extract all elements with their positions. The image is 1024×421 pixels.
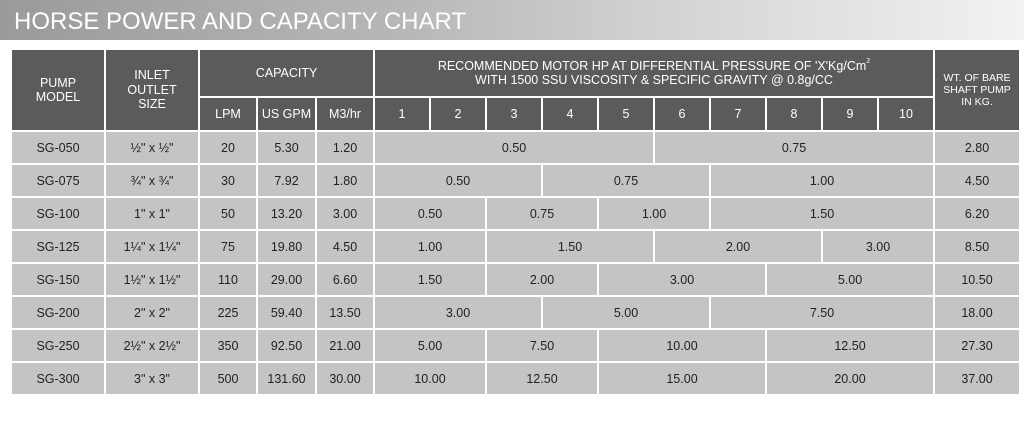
cell-motor-hp: 0.75 bbox=[655, 132, 933, 163]
cell-weight: 8.50 bbox=[935, 231, 1019, 262]
cell-lpm: 110 bbox=[200, 264, 256, 295]
cell-inlet-size: 3" x 3" bbox=[106, 363, 198, 394]
cell-m3hr: 21.00 bbox=[317, 330, 373, 361]
header-inlet-size: INLET OUTLET SIZE bbox=[106, 50, 198, 130]
cell-weight: 6.20 bbox=[935, 198, 1019, 229]
cell-motor-hp: 2.00 bbox=[487, 264, 597, 295]
cell-lpm: 75 bbox=[200, 231, 256, 262]
header-pressure: 4 bbox=[543, 98, 597, 130]
cell-m3hr: 13.50 bbox=[317, 297, 373, 328]
cell-inlet-size: 1½" x 1½" bbox=[106, 264, 198, 295]
cell-pump-model: SG-150 bbox=[12, 264, 104, 295]
cell-pump-model: SG-075 bbox=[12, 165, 104, 196]
cell-motor-hp: 0.50 bbox=[375, 165, 541, 196]
cell-motor-hp: 1.50 bbox=[375, 264, 485, 295]
cell-lpm: 20 bbox=[200, 132, 256, 163]
header-capacity: CAPACITY bbox=[200, 50, 373, 96]
cell-motor-hp: 5.00 bbox=[543, 297, 709, 328]
header-us-gpm: US GPM bbox=[258, 98, 315, 130]
cell-m3hr: 3.00 bbox=[317, 198, 373, 229]
cell-weight: 37.00 bbox=[935, 363, 1019, 394]
cell-motor-hp: 1.50 bbox=[487, 231, 653, 262]
cell-inlet-size: 2" x 2" bbox=[106, 297, 198, 328]
cell-pump-model: SG-050 bbox=[12, 132, 104, 163]
cell-inlet-size: 2½" x 2½" bbox=[106, 330, 198, 361]
cell-motor-hp: 3.00 bbox=[375, 297, 541, 328]
cell-motor-hp: 0.50 bbox=[375, 198, 485, 229]
cell-us-gpm: 7.92 bbox=[258, 165, 315, 196]
header-pressure: 9 bbox=[823, 98, 877, 130]
header-pressure: 5 bbox=[599, 98, 653, 130]
cell-us-gpm: 13.20 bbox=[258, 198, 315, 229]
cell-weight: 2.80 bbox=[935, 132, 1019, 163]
cell-m3hr: 1.20 bbox=[317, 132, 373, 163]
cell-weight: 27.30 bbox=[935, 330, 1019, 361]
cell-m3hr: 6.60 bbox=[317, 264, 373, 295]
cell-inlet-size: 1" x 1" bbox=[106, 198, 198, 229]
cell-motor-hp: 3.00 bbox=[599, 264, 765, 295]
cell-us-gpm: 19.80 bbox=[258, 231, 315, 262]
header-pressure: 6 bbox=[655, 98, 709, 130]
table-row bbox=[12, 297, 1019, 328]
cell-motor-hp: 5.00 bbox=[767, 264, 933, 295]
header-pressure: 2 bbox=[431, 98, 485, 130]
header-weight: WT. OF BARE SHAFT PUMP IN KG. bbox=[935, 50, 1019, 130]
cell-motor-hp: 0.75 bbox=[487, 198, 597, 229]
capacity-table bbox=[10, 48, 1021, 396]
page-title: HORSE POWER AND CAPACITY CHART bbox=[14, 8, 467, 35]
cell-motor-hp: 1.00 bbox=[375, 231, 485, 262]
cell-motor-hp: 12.50 bbox=[487, 363, 597, 394]
header-lpm: LPM bbox=[200, 98, 256, 130]
cell-lpm: 225 bbox=[200, 297, 256, 328]
header-pressure: 8 bbox=[767, 98, 821, 130]
cell-m3hr: 1.80 bbox=[317, 165, 373, 196]
header-pressure: 3 bbox=[487, 98, 541, 130]
cell-motor-hp: 1.50 bbox=[711, 198, 933, 229]
cell-us-gpm: 5.30 bbox=[258, 132, 315, 163]
table-row bbox=[12, 165, 1019, 196]
cell-weight: 10.50 bbox=[935, 264, 1019, 295]
cell-us-gpm: 29.00 bbox=[258, 264, 315, 295]
header-pressure: 7 bbox=[711, 98, 765, 130]
cell-weight: 18.00 bbox=[935, 297, 1019, 328]
cell-lpm: 50 bbox=[200, 198, 256, 229]
cell-weight: 4.50 bbox=[935, 165, 1019, 196]
cell-motor-hp: 0.75 bbox=[543, 165, 709, 196]
cell-m3hr: 4.50 bbox=[317, 231, 373, 262]
cell-pump-model: SG-100 bbox=[12, 198, 104, 229]
cell-motor-hp: 10.00 bbox=[375, 363, 485, 394]
cell-motor-hp: 10.00 bbox=[599, 330, 765, 361]
table-row bbox=[12, 330, 1019, 361]
cell-motor-hp: 15.00 bbox=[599, 363, 765, 394]
cell-lpm: 350 bbox=[200, 330, 256, 361]
cell-us-gpm: 59.40 bbox=[258, 297, 315, 328]
cell-inlet-size: 1¼" x 1¼" bbox=[106, 231, 198, 262]
header-motor-hp: RECOMMENDED MOTOR HP AT DIFFERENTIAL PRESSURE OF 'X'Kg/Cm$^2$ WITH 1500 SSU VISCOSITY & SPECIFIC GRAVITY @ 0.8g/CC bbox=[375, 50, 933, 96]
cell-motor-hp: 1.00 bbox=[599, 198, 709, 229]
table-row bbox=[12, 231, 1019, 262]
cell-motor-hp: 20.00 bbox=[767, 363, 933, 394]
header-pump-model: PUMP MODEL bbox=[12, 50, 104, 130]
header-m3hr: M3/hr bbox=[317, 98, 373, 130]
table-row bbox=[12, 363, 1019, 394]
title-bar bbox=[0, 0, 1024, 40]
header-pressure: 10 bbox=[879, 98, 933, 130]
table-row bbox=[12, 132, 1019, 163]
cell-inlet-size: ½" x ½" bbox=[106, 132, 198, 163]
table-row bbox=[12, 264, 1019, 295]
header-pressure: 1 bbox=[375, 98, 429, 130]
cell-motor-hp: 7.50 bbox=[711, 297, 933, 328]
cell-m3hr: 30.00 bbox=[317, 363, 373, 394]
cell-motor-hp: 1.00 bbox=[711, 165, 933, 196]
cell-lpm: 500 bbox=[200, 363, 256, 394]
cell-motor-hp: 12.50 bbox=[767, 330, 933, 361]
cell-motor-hp: 2.00 bbox=[655, 231, 821, 262]
cell-pump-model: SG-125 bbox=[12, 231, 104, 262]
cell-motor-hp: 5.00 bbox=[375, 330, 485, 361]
cell-inlet-size: ¾" x ¾" bbox=[106, 165, 198, 196]
cell-motor-hp: 0.50 bbox=[375, 132, 653, 163]
cell-us-gpm: 92.50 bbox=[258, 330, 315, 361]
cell-us-gpm: 131.60 bbox=[258, 363, 315, 394]
cell-pump-model: SG-200 bbox=[12, 297, 104, 328]
cell-motor-hp: 3.00 bbox=[823, 231, 933, 262]
cell-pump-model: SG-250 bbox=[12, 330, 104, 361]
table-row bbox=[12, 198, 1019, 229]
cell-lpm: 30 bbox=[200, 165, 256, 196]
cell-pump-model: SG-300 bbox=[12, 363, 104, 394]
cell-motor-hp: 7.50 bbox=[487, 330, 597, 361]
